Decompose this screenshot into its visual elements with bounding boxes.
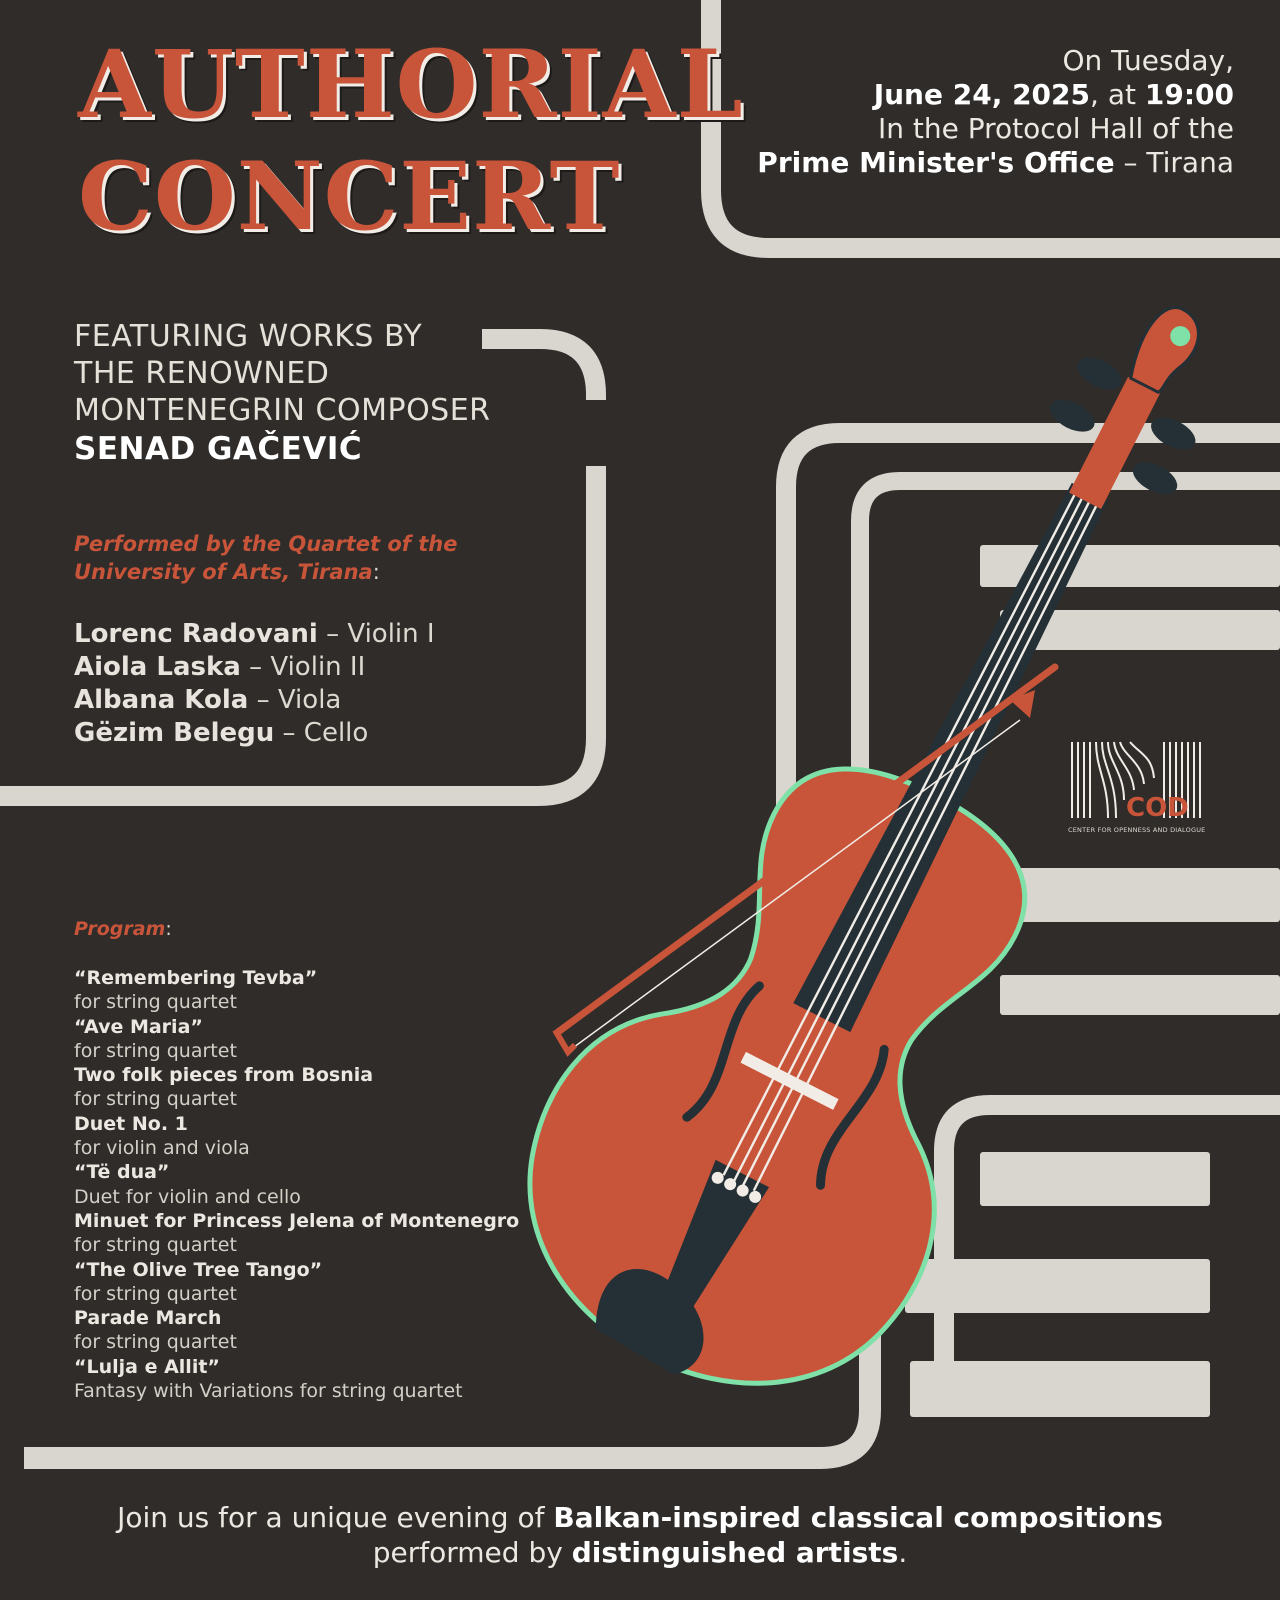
cod-logo-caption: CENTER FOR OPENNESS AND DIALOGUE <box>1068 826 1206 834</box>
composer-name: SENAD GAČEVIĆ <box>74 431 363 467</box>
musician-row <box>74 684 435 717</box>
cod-logo-letters: COD <box>1126 793 1189 820</box>
frame-left <box>482 339 596 400</box>
footer-line-2 <box>0 1535 1280 1570</box>
footer-line-1-text: Join us for a unique evening of <box>117 1501 554 1534</box>
musicians-list <box>74 618 435 750</box>
program-piece-description: for string quartet <box>74 1088 237 1111</box>
program-piece-description: for string quartet <box>74 1234 237 1257</box>
event-date: June 24, 2025 <box>873 78 1091 111</box>
event-time-separator: , at <box>1090 78 1145 111</box>
cod-logo-mark <box>1068 740 1208 820</box>
footer-line-2-end: . <box>898 1536 908 1569</box>
footer-line-1 <box>0 1500 1280 1535</box>
performed-by <box>74 530 457 586</box>
program-piece-title: “Lulja e Allit” <box>74 1355 220 1378</box>
featuring-line-2: THE RENOWNED <box>74 356 330 391</box>
program-heading <box>74 918 172 940</box>
event-day: On Tuesday, <box>1062 44 1234 77</box>
musician-name: Aiola Laska <box>74 652 241 682</box>
musician-name: Gëzim Belegu <box>74 718 275 748</box>
performed-by-ensemble: University of Arts, Tirana <box>74 560 373 584</box>
program-list <box>74 966 519 1403</box>
musician-name: Albana Kola <box>74 685 249 715</box>
musician-role: – Violin II <box>240 652 366 682</box>
musician-role: – Viola <box>248 685 342 715</box>
event-date-time <box>757 78 1234 112</box>
event-time: 19:00 <box>1144 78 1234 111</box>
performed-by-line-2 <box>74 558 457 586</box>
musician-row <box>74 717 435 750</box>
performed-by-colon: : <box>372 560 380 584</box>
program-piece-description: for string quartet <box>74 1282 237 1305</box>
musician-name: Lorenc Radovani <box>74 619 318 649</box>
program-piece-title: Duet No. 1 <box>74 1112 188 1135</box>
event-info <box>757 44 1234 180</box>
program-piece-title: Two folk pieces from Bosnia <box>74 1064 374 1087</box>
musician-role: – Violin I <box>317 619 435 649</box>
title-line-1: AUTHORIAL <box>78 30 744 140</box>
event-venue <box>757 146 1234 180</box>
event-venue-line: In the Protocol Hall of the <box>877 112 1234 145</box>
footer-line-1-bold: Balkan-inspired classical compositions <box>553 1501 1163 1534</box>
program-piece-title: “The Olive Tree Tango” <box>74 1258 323 1281</box>
program-piece-description: for string quartet <box>74 991 237 1014</box>
program-piece-title: “Të dua” <box>74 1161 170 1184</box>
featuring-line-1: FEATURING WORKS BY <box>74 319 423 354</box>
footer-line-2-text: performed by <box>372 1536 572 1569</box>
program-heading-colon: : <box>165 918 172 940</box>
featuring-line-3: MONTENEGRIN COMPOSER <box>74 393 491 428</box>
program-piece-description: for string quartet <box>74 1331 237 1354</box>
performed-by-line-1: Performed by the Quartet of the <box>74 532 458 556</box>
program-heading-label: Program <box>74 918 166 940</box>
program-piece-title: “Remembering Tevba” <box>74 967 318 989</box>
frame-lower <box>944 1105 1280 1400</box>
musician-role: – Cello <box>274 718 369 748</box>
footer-line-2-bold: distinguished artists <box>571 1536 899 1569</box>
event-venue-name: Prime Minister's Office <box>757 146 1115 179</box>
program-piece-title: Minuet for Princess Jelena of Montenegro <box>74 1209 520 1232</box>
event-venue-city: – Tirana <box>1114 146 1234 179</box>
title-line-2: CONCERT <box>78 142 621 252</box>
program-piece-title: Parade March <box>74 1307 222 1330</box>
featuring-block <box>74 318 491 468</box>
cod-logo <box>1068 740 1218 834</box>
footer-tagline <box>0 1500 1280 1570</box>
musician-row <box>74 651 435 684</box>
musician-row <box>74 618 435 651</box>
program-piece-description: for string quartet <box>74 1039 237 1062</box>
program-piece-description: Duet for violin and cello <box>74 1185 301 1208</box>
program-piece-title: “Ave Maria” <box>74 1015 203 1038</box>
program-piece-description: Fantasy with Variations for string quartet <box>74 1380 463 1403</box>
program-piece-description: for violin and viola <box>74 1137 250 1160</box>
